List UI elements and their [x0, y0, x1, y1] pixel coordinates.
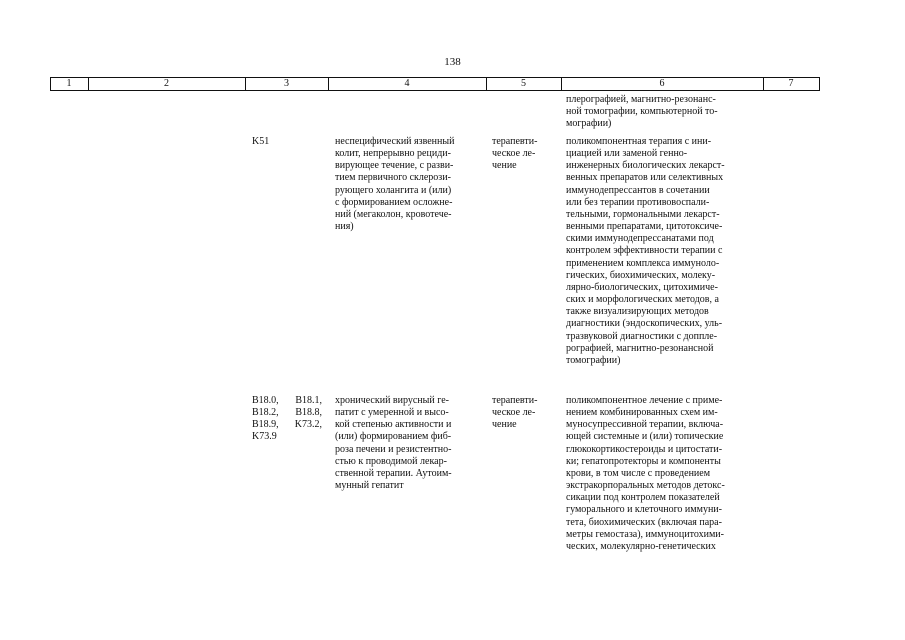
text-line: B18.0, B18.1,: [252, 395, 322, 406]
treatment-type-cell: [492, 395, 555, 431]
table-header-row: [50, 77, 820, 91]
text-line: лярно-биологических, цитохимиче-: [566, 281, 718, 293]
text-line: применением комплекса иммуноло-: [566, 257, 720, 269]
text-line: томографии): [566, 354, 621, 366]
column-header-5: 5: [521, 78, 526, 89]
text-line: ний (мегаколон, кровотече-: [335, 208, 452, 220]
text-line: гуморального и клеточного иммуни-: [566, 504, 722, 516]
column-header-2: 2: [164, 78, 169, 89]
text-line: циацией или заменой генно-: [566, 148, 688, 160]
text-line: рографией, магнитно-резонансной: [566, 342, 714, 354]
text-line: кой степенью активности и: [335, 419, 452, 431]
text-line: терапевти-: [492, 136, 538, 147]
text-line: ческое ле-: [492, 148, 536, 160]
text-line: крови, в том числе с проведением: [566, 467, 711, 479]
text-line: ческих, молекулярно-генетических: [566, 540, 716, 552]
text-line: B18.2, B18.8,: [252, 407, 322, 419]
text-line: или без терапии противовоспали-: [566, 196, 710, 208]
text-line: плерографией, магнитно-резонанс-: [566, 94, 716, 105]
diagnosis-cell: [335, 395, 481, 492]
text-line: тразвуковой диагностики с доппле-: [566, 330, 718, 342]
text-line: нением комбинированных схем им-: [566, 407, 718, 419]
diagnosis-cell: [335, 136, 481, 233]
column-header-3: 3: [284, 78, 289, 89]
text-line: с формированием осложне-: [335, 196, 453, 208]
text-line: ческое ле-: [492, 407, 536, 419]
column-header-7: 7: [788, 78, 794, 89]
text-line: иммунодепрессантов в сочетании: [566, 184, 710, 196]
text-line: поликомпонентная терапия с ини-: [566, 136, 712, 147]
text-line: инженерных биологических лекарст-: [566, 160, 725, 172]
treatment-method-cell: [566, 136, 762, 367]
text-line: патит с умеренной и высо-: [335, 407, 449, 419]
continuation-methods-cell: [566, 94, 762, 130]
text-line: неспецифический язвенный: [335, 136, 455, 147]
text-line: ния): [335, 221, 354, 233]
text-line: ки; гепатопротекторы и компоненты: [566, 455, 721, 467]
text-line: диагностики (эндоскопических, уль-: [566, 318, 723, 330]
text-line: венными препаратами, цитотоксиче-: [566, 221, 723, 233]
header-bottom-rule: [50, 90, 820, 91]
text-line: сикации под контролем показателей: [566, 492, 720, 504]
text-line: контролем эффективности терапии с: [566, 245, 723, 257]
text-line: ских и морфологических методов, а: [566, 294, 719, 306]
text-line: чение: [492, 419, 517, 431]
text-line: K73.9: [252, 431, 277, 443]
text-line: вирующее течение, с разви-: [335, 160, 454, 172]
icd-code-cell: [252, 395, 322, 444]
text-line: также визуализирующих методов: [566, 306, 709, 318]
text-line: ющей системные и (или) топические: [566, 431, 724, 443]
text-line: роза печени и резистентно-: [335, 443, 452, 455]
text-line: хронический вирусный ге-: [335, 395, 449, 406]
text-line: глюкокортикостероиды и цитостати-: [566, 443, 723, 455]
text-line: экстракорпоральных методов детокс-: [566, 480, 725, 492]
text-line: терапевти-: [492, 395, 538, 406]
text-line: венных препаратов или селективных: [566, 172, 724, 184]
text-line: муносупрессивной терапии, включа-: [566, 419, 724, 431]
text-line: гических, биохимических, молеку-: [566, 269, 716, 281]
text-line: тета, биохимических (включая пара-: [566, 516, 722, 528]
text-line: мографии): [566, 118, 612, 130]
column-divider: [819, 77, 820, 91]
text-line: тельными, гормональными лекарст-: [566, 208, 720, 220]
column-header-6: 6: [659, 78, 665, 89]
text-line: чение: [492, 160, 517, 172]
text-line: ственной терапии. Аутоим-: [335, 467, 452, 479]
icd-code-cell: [252, 136, 322, 148]
treatment-type-cell: [492, 136, 555, 172]
text-line: тием первичного склерози-: [335, 172, 451, 184]
text-line: метры гемостаза), иммуноцитохими-: [566, 528, 724, 540]
text-line: (или) формированием фиб-: [335, 431, 452, 443]
column-header-4: 4: [404, 78, 410, 89]
text-line: колит, непрерывно рециди-: [335, 148, 451, 160]
text-line: K51: [252, 136, 270, 147]
text-line: мунный гепатит: [335, 480, 404, 492]
text-line: ной томографии, компьютерной то-: [566, 106, 718, 118]
text-line: скими иммунодепрессанатами под: [566, 233, 714, 245]
text-line: B18.9, K73.2,: [252, 419, 322, 431]
text-line: стью к проводимой лекар-: [335, 455, 447, 467]
treatment-method-cell: [566, 395, 762, 553]
text-line: рующего холангита и (или): [335, 184, 452, 196]
column-header-1: 1: [66, 78, 72, 89]
page-number: 138: [444, 56, 461, 68]
text-line: поликомпонентное лечение с приме-: [566, 395, 723, 406]
